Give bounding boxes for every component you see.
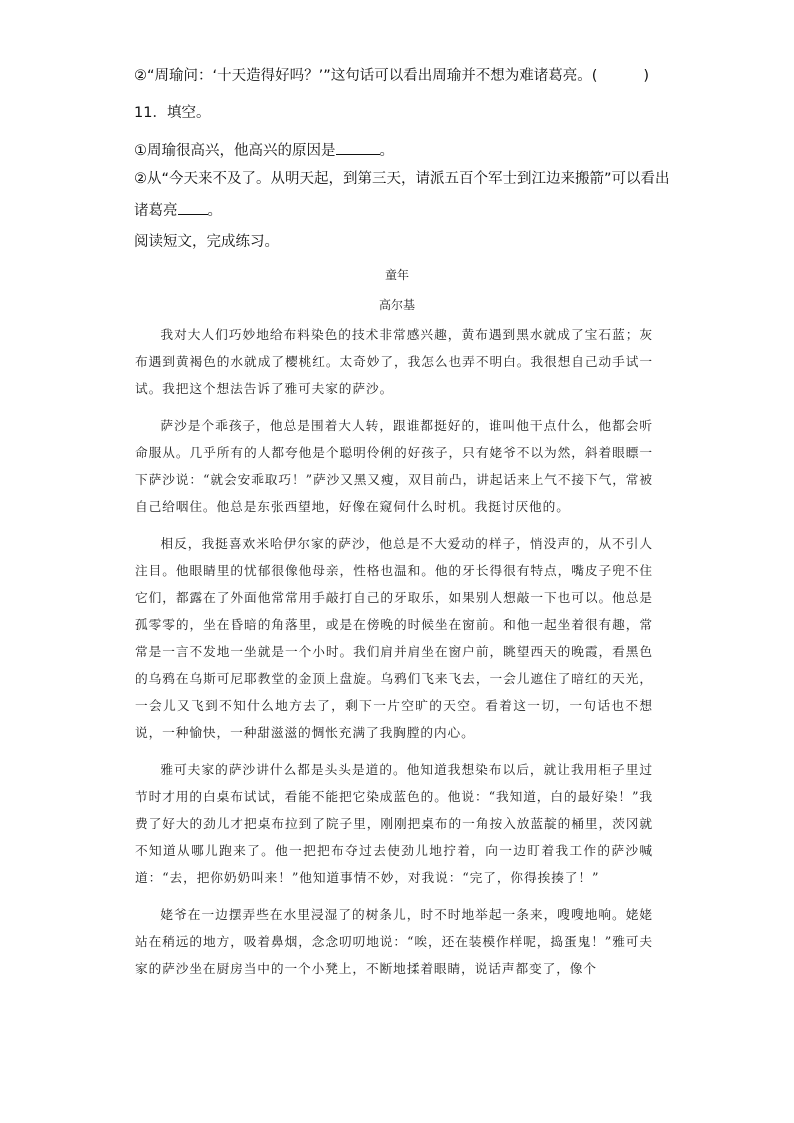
question-10-item-2-close: ) <box>643 68 650 84</box>
reading-instruction: 阅读短文，完成练习。 <box>134 234 279 250</box>
question-11-item-2-line1: ②从“今天来不及了。从明天起，到第三天，请派五百个军士到江边来搬箭”可以看出 <box>134 171 670 187</box>
article-paragraph: 我对大人们巧妙地给布料染色的技术非常感兴趣，黄布遇到黑水就成了宝石蓝；灰布遇到黄褐色的水就成了樱桃红。太奇妙了，我怎么也弄不明白。我很想自己动手试一试。我把这个想法告诉了雅可夫家的萨沙。 <box>135 327 653 396</box>
article-author: 高尔基 <box>378 298 415 312</box>
article-paragraph: 萨沙是个乖孩子，他总是围着大人转，跟谁都挺好的，谁叫他干点什么，他都会听命服从。几乎所有的人都夸他是个聪明伶俐的好孩子，只有姥爷不以为然，斜着眼瞟一下萨沙说：“就会安乖取巧！”萨沙又黑又瘦，双目前凸，讲起话来上气不接下气，常被自己给咽住。他总是东张西望地，好像在窥伺什么时机。我挺讨厌他的。 <box>135 418 653 514</box>
question-11-title: 11．填空。 <box>134 105 211 121</box>
question-10-item-2 <box>134 66 694 86</box>
answer-blank[interactable] <box>178 200 208 215</box>
question-11-item-2-line2 <box>134 200 694 221</box>
question-11-item-1 <box>134 140 694 161</box>
question-11-item-2-text: 诸葛亮 <box>134 203 178 219</box>
question-11-item-1-end: 。 <box>379 143 394 159</box>
article-paragraph: 雅可夫家的萨沙讲什么都是头头是道的。他知道我想染布以后，就让我用柜子里过节时才用的白桌布试试，看能不能把它染成蓝色的。他说：“我知道，白的最好染！”我费了好大的劲儿才把桌布拉到了院子里，刚刚把桌布的一角按入放蓝靛的桶里，茨冈就不知道从哪儿跑来了。他一把把布夺过去使劲儿地拧着，向一边盯着我工作的萨沙喊道：“去，把你奶奶叫来！”他知道事情不妙，对我说：“完了，你得挨揍了！” <box>135 762 653 885</box>
article-body <box>135 321 653 982</box>
question-10-item-2-text: ②“周瑜问：‘十天造得好吗？’”这句话可以看出周瑜并不想为难诸葛亮。( <box>134 68 598 84</box>
question-11-item-1-text: ①周瑜很高兴，他高兴的原因是 <box>134 143 336 159</box>
article-paragraph: 姥爷在一边摆弄些在水里浸湿了的树条儿，时不时地举起一条来，嗖嗖地响。姥姥站在稍远的地方，吸着鼻烟，念念叨叨地说：“唉，还在装模作样呢，捣蛋鬼！”雅可夫家的萨沙坐在厨房当中的一个小凳上，不断地揉着眼睛，说话声都变了，像个 <box>135 907 653 976</box>
answer-blank[interactable] <box>336 140 380 155</box>
question-11-item-2-end: 。 <box>207 203 222 219</box>
article-title: 童年 <box>384 268 409 282</box>
article-paragraph: 相反，我挺喜欢米哈伊尔家的萨沙，他总是不大爱动的样子，悄没声的，从不引人注目。他眼睛里的忧郁很像他母亲，性格也温和。他的牙长得很有特点，嘴皮子兜不住它们，都露在了外面他常常用手敲打自己的牙取乐，如果别人想敲一下也可以。他总是孤零零的，坐在昏暗的角落里，或是在傍晚的时候坐在窗前。和他一起坐着很有趣，常常是一言不发地一坐就是一个小时。我们肩并肩坐在窗户前，眺望西天的晚霞，看黑色的乌鸦在乌斯可尼耶教堂的金顶上盘旋。乌鸦们飞来飞去，一会儿遮住了暗红的天光，一会儿又飞到不知什么地方去了，剩下一片空旷的天空。看着这一切，一句话也不想说，一种愉快，一种甜滋滋的惆怅充满了我胸膛的内心。 <box>135 536 653 740</box>
